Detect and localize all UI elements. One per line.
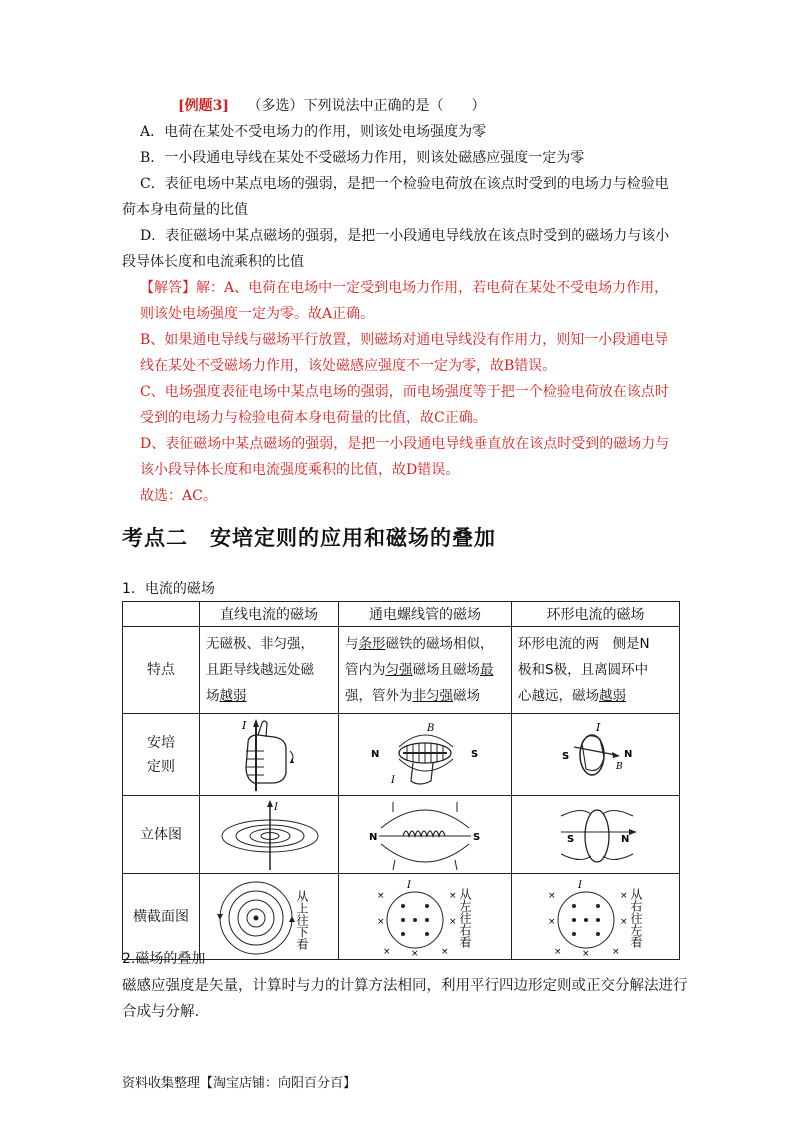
row-label-ampere [123,714,200,796]
row-label-solid: 立体图 [123,796,200,874]
solid-solenoid-diagram [339,796,512,874]
svg-text:×: × [547,890,556,901]
question-header [178,96,485,116]
question-stem: （多选）下列说法中正确的是（ ） [247,98,486,114]
field-label: B [427,722,435,734]
current-label: I [274,801,278,813]
section-title: 考点二 安培定则的应用和磁场的叠加 [122,526,496,550]
feature-text: 与 [345,636,359,652]
option-a: A．电荷在某处不受电场力的作用，则该处电场强度为零 [140,124,487,140]
current-label: I [391,774,395,786]
feature-text: 场 [206,688,220,704]
answer-line: 该小段导体长度和电流强度乘积的比值，故D错误。 [140,462,460,478]
view-direction-label: 从左往右看 [458,887,472,948]
feature-text: 磁场 [453,688,480,704]
feature-text: 环形电流的两 侧是N [518,636,650,652]
answer-final: 故选：AC。 [140,488,217,504]
field-label: B [615,761,623,772]
svg-text:×: × [441,946,449,957]
feature-keyword: 条形 [358,636,386,652]
current-label: I [577,879,582,891]
north-label: N [623,748,632,760]
subsection-1-title: 1．电流的磁场 [122,581,215,597]
answer-line: 线在某处不受磁场力作用，该处磁感应强度不一定为零，故B错误。 [140,358,557,374]
feature-text [206,683,332,709]
view-direction-label: 从上往下看 [295,889,309,950]
feature-keyword: 非匀强 [412,688,453,704]
ampere-straight-diagram [200,714,339,796]
row-label-cross: 横截面图 [123,874,200,960]
north-label: N [371,748,380,760]
row-label-features: 特点 [123,627,200,714]
answer-line: D、表征磁场中某点磁场的强弱，是把一小段通电导线垂直放在该点时受到的磁场力与 [140,436,670,452]
feature-solenoid [339,627,512,714]
answer-line: 【解答】解：A、电荷在电场中一定受到电场力作用，若电荷在某处不受电场力作用， [140,280,669,296]
svg-text:×: × [619,916,628,927]
south-label: S [561,750,569,762]
current-label: I [242,718,247,732]
feature-text: 管内为 [345,662,386,678]
ampere-ring-diagram [512,714,680,796]
answer-line: 受到的电场力与检验电荷本身电荷量的比值，故C正确。 [140,410,487,426]
feature-straight [200,627,339,714]
south-label: S [473,831,481,843]
feature-text: 强 [345,688,359,704]
table-header-blank [123,602,200,627]
svg-text:×: × [449,916,457,927]
answer-line: B、如果通电导线与磁场平行放置，则磁场对通电导线没有作用力，则知一小段通电导 [140,332,669,348]
svg-text:×: × [619,890,628,901]
south-label: S [471,748,479,760]
table-header-straight: 直线电流的磁场 [200,602,339,627]
solid-straight-diagram [200,796,339,874]
option-c-cont: 荷本身电荷量的比值 [122,202,248,218]
answer-line: C、电场强度表征电场中某点电场的强弱，而电场强度等于把一个检验电荷放在该点时 [140,384,669,400]
svg-text:×: × [611,946,620,957]
view-direction-label: 从右往左看 [628,887,643,948]
feature-text: 磁铁的磁场相似， [385,636,494,652]
answer-line: 则该处电场强度一定为零。故A正确。 [140,306,375,322]
feature-text [345,631,505,657]
feature-keyword: 越弱 [219,688,247,704]
svg-text:×: × [553,946,562,957]
table-header-solenoid: 通电螺线管的磁场 [339,602,512,627]
feature-text [518,683,673,709]
feature-text: 且距导线越远处磁 [206,662,314,678]
feature-keyword: 匀强 [385,662,413,678]
feature-text [345,683,505,709]
svg-text:×: × [411,948,419,958]
south-label: S [566,833,574,845]
svg-text:×: × [383,946,391,957]
svg-text:×: × [449,890,457,901]
feature-text: 无磁极、非匀强， [206,636,314,652]
svg-text:×: × [377,916,385,927]
paragraph-line: 合成与分解. [122,1004,200,1020]
ampere-solenoid-diagram [339,714,512,796]
footer-note: 资料收集整理【淘宝店铺：向阳百分百】 [122,1076,357,1091]
svg-text:×: × [377,890,385,901]
feature-keyword: 最 [480,662,494,678]
current-label: I [407,879,411,891]
feature-ring [512,627,680,714]
north-label: N [620,833,629,845]
solid-ring-diagram [512,796,680,874]
cross-straight-diagram [200,874,339,960]
subsection-2-title: 2.磁场的叠加 [122,951,206,967]
svg-text:×: × [581,948,590,958]
paragraph-line: 磁感应强度是矢量，计算时与力的计算方法相同，利用平行四边形定则或正交分解法进行 [122,978,688,994]
question-tag: [例题3] [178,98,229,114]
row-label-text: 定则 [147,758,175,775]
svg-text:×: × [547,916,556,927]
magnetic-field-table [122,601,680,960]
table-header-ring: 环形电流的磁场 [512,602,680,627]
feature-keyword: 越弱 [599,688,626,704]
feature-text: 极和S极，且离圆环中 [518,662,649,678]
option-c: C．表征电场中某点电场的强弱，是把一个检验电荷放在该点时受到的电场力与检验电 [140,176,669,192]
feature-text: ，管外为 [358,688,413,704]
feature-text: 磁场且磁场 [412,662,480,678]
option-d: D．表征磁场中某点磁场的强弱，是把一小段通电导线放在该点时受到的磁场力与该小 [140,228,670,244]
feature-text [345,657,505,683]
feature-text: 心越远，磁场 [518,688,599,704]
option-b: B．一小段通电导线在某处不受磁场力作用，则该处磁感应强度一定为零 [140,150,585,166]
option-d-cont: 段导体长度和电流乘积的比值 [122,254,304,270]
cross-ring-diagram [512,874,680,960]
current-label: I [595,720,600,734]
north-label: N [369,831,378,843]
cross-solenoid-diagram [339,874,512,960]
row-label-text: 安培 [147,734,175,751]
